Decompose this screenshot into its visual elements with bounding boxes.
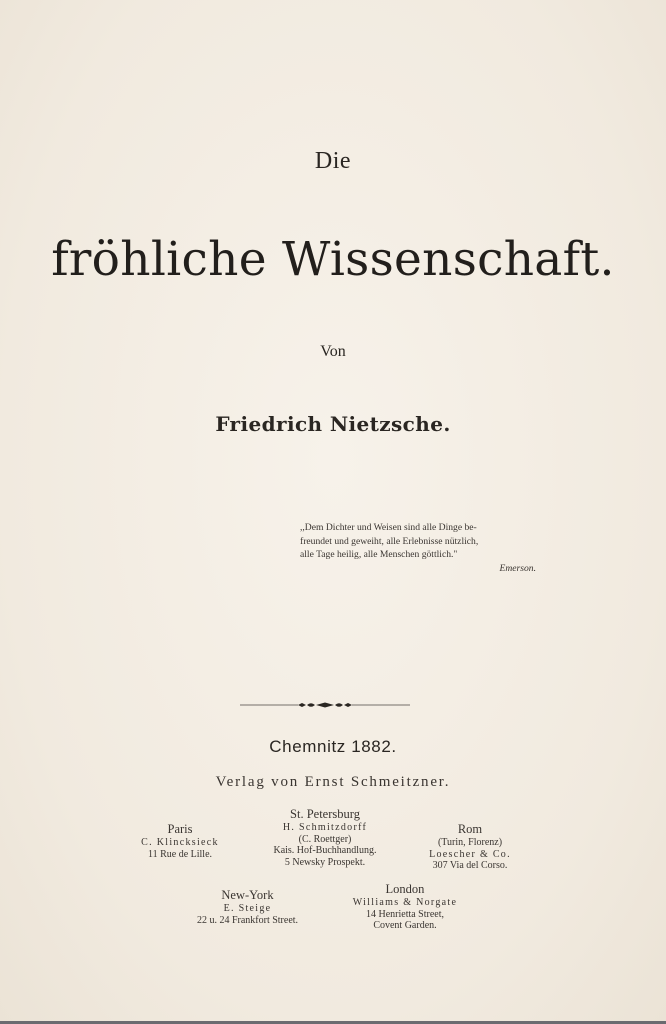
city-name: Rom [457,822,483,836]
city-name: London [385,882,425,896]
distributor-line: Loescher & Co. [429,848,511,860]
distributor-line: 307 Via del Corso. [432,860,508,871]
divider-ornament-icon [240,698,410,712]
publisher: Verlag von Ernst Schmeitzner. [215,774,451,790]
distributor-line: 5 Newsky Prospekt. [284,856,366,868]
epigraph-line: alle Tage heilig, alle Menschen göttlich." [300,549,458,560]
city-name: Paris [167,822,193,836]
distributor-line: Williams & Norgate [352,897,458,908]
epigraph [300,521,570,575]
distributor-line: (C. Roettger) [298,833,352,845]
epigraph-attribution: Emerson. [499,562,536,574]
epigraph-line: ,,Dem Dichter und Weisen sind alle Dinge be- [300,522,477,533]
distributor-line: H. Schmitzdorff [282,822,368,833]
title-prefix: Die [314,148,352,174]
distributor-paris [110,822,250,860]
distributor-rom [400,822,540,872]
distributor-line: C. Klincksieck [141,837,219,848]
distributor-london [320,882,490,932]
city-name: St. Petersburg [290,807,360,821]
place-and-year: Chemnitz 1882. [269,737,397,756]
distributor-line: Covent Garden. [373,920,437,931]
distributor-line: Kais. Hof-Buchhandlung. [273,845,377,856]
distributor-line: (Turin, Florenz) [437,837,503,848]
distributor-line: E. Steige [223,903,272,914]
distributor-line: 14 Henrietta Street, [365,908,445,920]
distributor-line: 11 Rue de Lille. [147,848,213,860]
distributor-new-york [170,888,325,926]
book-title: fröhliche Wissenschaft. [51,232,615,287]
distributor-line: 22 u. 24 Frankfort Street. [196,914,299,926]
by-label: Von [320,343,346,360]
city-name: New-York [221,888,274,902]
epigraph-line: freundet und geweiht, alle Erlebnisse nützlich, [300,535,479,547]
author-name: Friedrich Nietzsche. [215,412,451,436]
distributor-st-petersburg [240,807,410,868]
